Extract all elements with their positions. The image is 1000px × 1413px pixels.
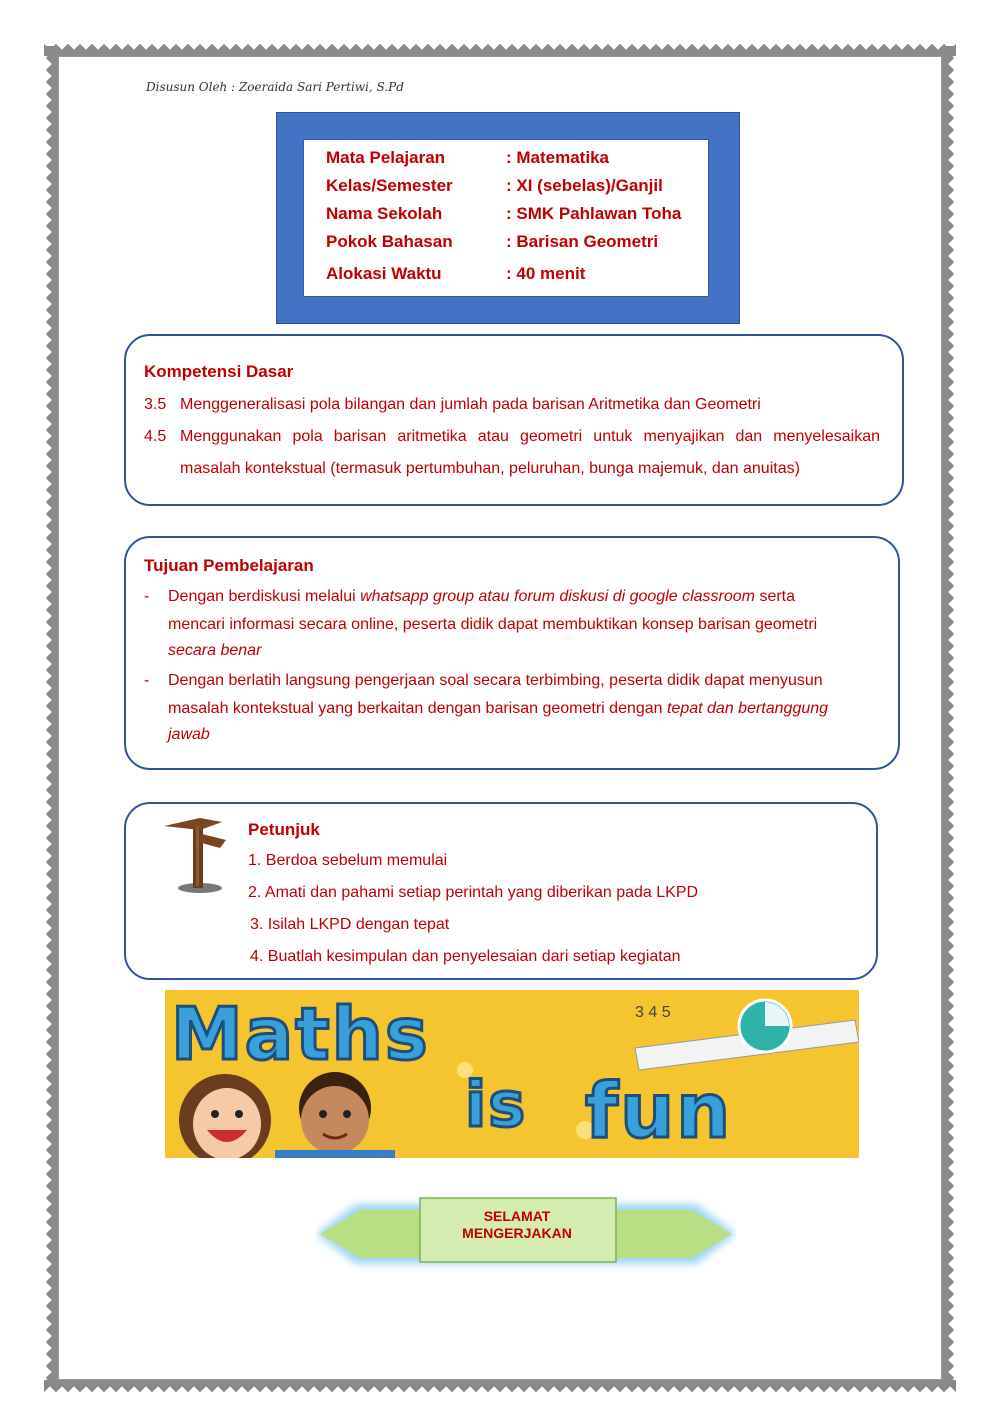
decorative-border-right (942, 46, 960, 1386)
identity-value: : Barisan Geometri (506, 232, 659, 251)
petunjuk-item: 1. Berdoa sebelum memulai (248, 852, 448, 869)
greeting-text (420, 1208, 614, 1242)
banner-word-fun: fun (585, 1066, 733, 1155)
kompetensi-text: masalah kontekstual (termasuk pertumbuhan, peluruhan, bunga majemuk, dan anuitas) (180, 460, 800, 477)
petunjuk-item: 3. Isilah LKPD dengan tepat (250, 916, 450, 933)
identity-label: Nama Sekolah (326, 204, 443, 223)
kompetensi-panel (124, 334, 904, 506)
tujuan-text (168, 700, 828, 718)
identity-label: Kelas/Semester (326, 176, 453, 195)
tujuan-text (168, 588, 795, 606)
decorative-border-top (44, 38, 956, 56)
identity-row (326, 176, 663, 196)
identity-row (326, 204, 681, 224)
identity-value: : SMK Pahlawan Toha (506, 204, 682, 223)
identity-value: : 40 menit (506, 264, 586, 283)
identity-label: Alokasi Waktu (326, 264, 442, 283)
banner-word-is: is (465, 1068, 528, 1141)
tujuan-text-italic: jawab (168, 726, 210, 743)
greeting-line: SELAMAT (483, 1208, 551, 1224)
banner-word-maths: Maths (171, 992, 430, 1076)
bullet-dash: - (144, 588, 150, 605)
petunjuk-title: Petunjuk (248, 820, 320, 839)
tujuan-text-italic: tepat dan bertanggung (667, 700, 829, 717)
identity-row (326, 232, 658, 252)
kompetensi-number: 3.5 (144, 396, 167, 413)
identity-value: : Matematika (506, 148, 609, 167)
identity-label: Pokok Bahasan (326, 232, 453, 251)
kompetensi-text: Menggunakan pola barisan aritmetika atau geometri untuk menyajikan dan menyelesaikan (180, 428, 880, 445)
tujuan-text: mencari informasi secara online, peserta didik dapat membuktikan konsep barisan geometri (168, 616, 818, 633)
identity-row (326, 148, 609, 168)
identity-table (303, 139, 709, 297)
kompetensi-number: 4.5 (144, 428, 167, 445)
petunjuk-item: 2. Amati dan pahami setiap perintah yang diberikan pada LKPD (248, 884, 699, 901)
identity-box (276, 112, 740, 324)
tujuan-text-part: Dengan berdiskusi melalui (168, 588, 361, 605)
tujuan-title: Tujuan Pembelajaran (144, 556, 314, 575)
kompetensi-title: Kompetensi Dasar (144, 362, 294, 381)
signpost-icon (160, 812, 230, 894)
tujuan-text-part: serta (755, 588, 796, 605)
identity-label: Mata Pelajaran (326, 148, 446, 167)
decorative-border-bottom (44, 1380, 956, 1398)
decorative-border-left (40, 46, 58, 1386)
tujuan-text: Dengan berlatih langsung pengerjaan soal secara terbimbing, peserta didik dapat menyusun (168, 672, 823, 689)
greeting-line: MENGERJAKAN (462, 1225, 572, 1241)
kompetensi-text: Menggeneralisasi pola bilangan dan jumlah pada barisan Aritmetika dan Geometri (180, 396, 761, 413)
author-credit: Disusun Oleh : Zoeraida Sari Pertiwi, S.Pd (146, 80, 404, 94)
identity-row (326, 264, 585, 284)
identity-value: : XI (sebelas)/Ganjil (506, 176, 663, 195)
maths-is-fun-banner (165, 990, 859, 1158)
banner-digits: 3 4 5 (635, 1004, 671, 1021)
tujuan-text-italic: secara benar (168, 642, 262, 659)
tujuan-text-part: masalah kontekstual yang berkaitan dengan barisan geometri dengan (168, 700, 667, 717)
tujuan-text-italic: whatsapp group atau forum diskusi di google classroom (360, 588, 755, 605)
petunjuk-item: 4. Buatlah kesimpulan dan penyelesaian dari setiap kegiatan (250, 948, 681, 965)
bullet-dash: - (144, 672, 150, 689)
